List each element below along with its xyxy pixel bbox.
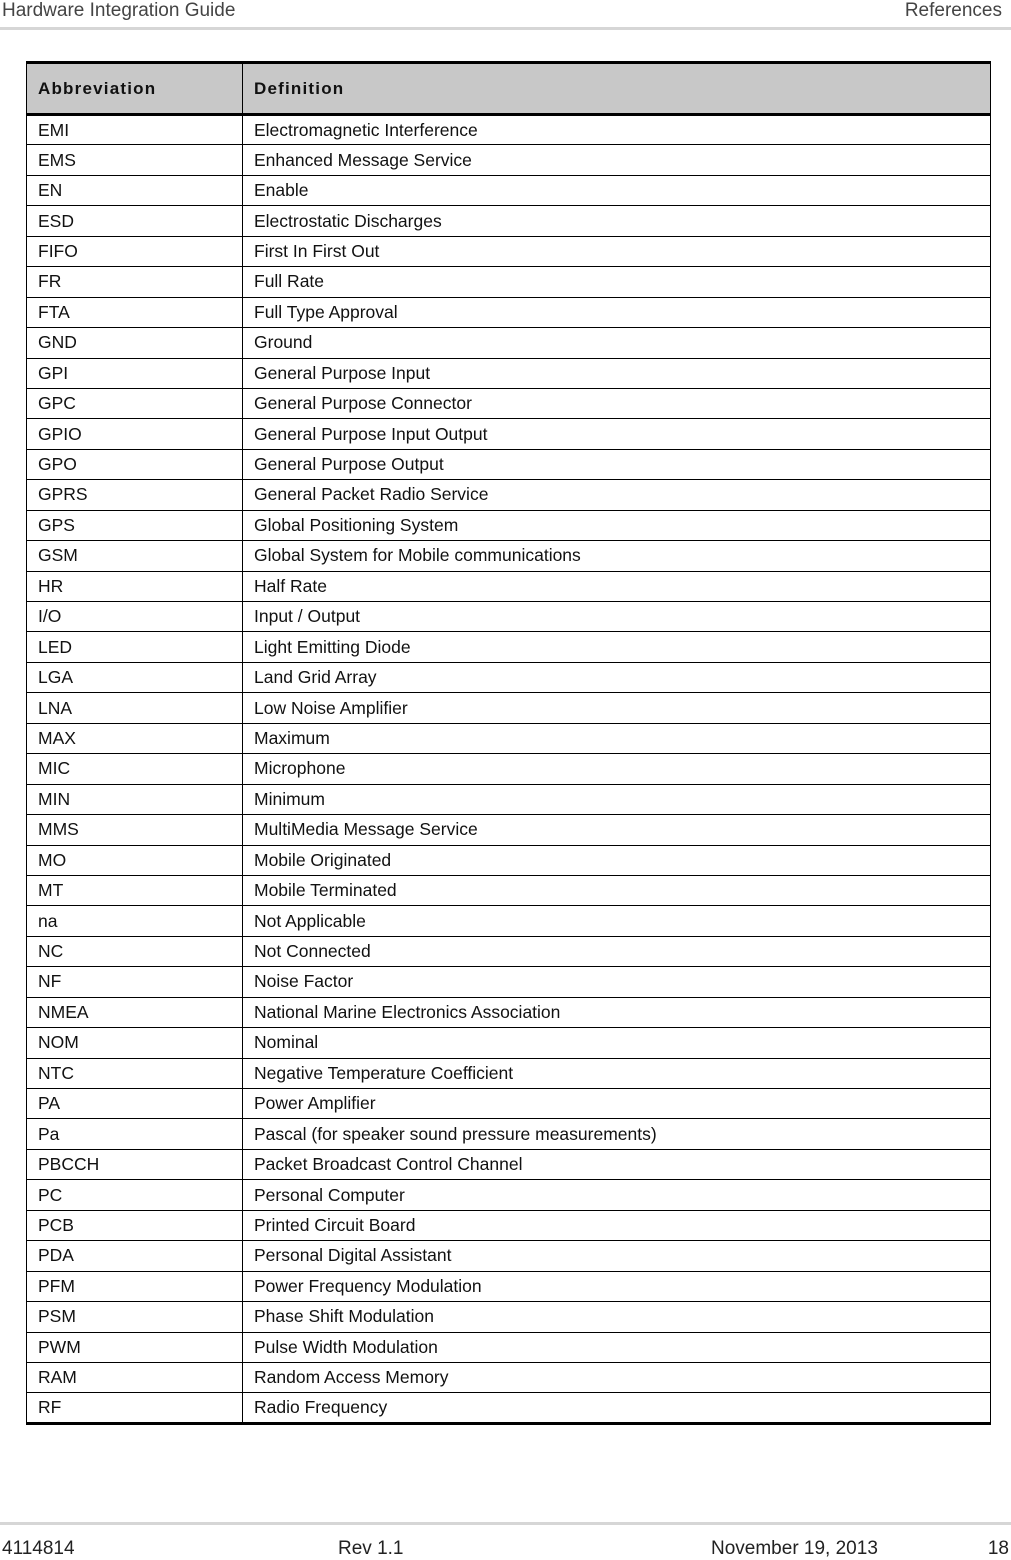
abbreviation-cell: LED (27, 632, 243, 662)
definition-cell: Power Frequency Modulation (243, 1271, 991, 1301)
abbreviation-cell: NMEA (27, 997, 243, 1027)
table-row (27, 236, 991, 266)
definition-cell: Global System for Mobile communications (243, 541, 991, 571)
abbreviation-cell: PCB (27, 1210, 243, 1240)
abbreviation-cell: LNA (27, 693, 243, 723)
abbreviation-cell: NF (27, 967, 243, 997)
table-row (27, 206, 991, 236)
definition-cell: Pascal (for speaker sound pressure measurements) (243, 1119, 991, 1149)
definition-cell: Mobile Originated (243, 845, 991, 875)
definition-cell: Enable (243, 175, 991, 205)
table-row (27, 936, 991, 966)
abbreviation-cell: PA (27, 1089, 243, 1119)
table-header-row (27, 63, 991, 115)
abbreviation-cell: PSM (27, 1302, 243, 1332)
table-row (27, 510, 991, 540)
table-row (27, 541, 991, 571)
table-row (27, 115, 991, 145)
publication-date: November 19, 2013 (711, 1538, 878, 1559)
table-row (27, 1271, 991, 1301)
definition-cell: General Purpose Input Output (243, 419, 991, 449)
abbreviation-cell: MAX (27, 723, 243, 753)
table-row (27, 1149, 991, 1179)
table-row (27, 754, 991, 784)
abbreviation-cell: GPRS (27, 480, 243, 510)
table-row (27, 906, 991, 936)
table-row (27, 571, 991, 601)
definition-cell: Full Type Approval (243, 297, 991, 327)
page-number: 18 (987, 1538, 1009, 1559)
table-row (27, 358, 991, 388)
page-header (0, 0, 1011, 30)
definition-cell: Not Applicable (243, 906, 991, 936)
abbreviation-cell: GPIO (27, 419, 243, 449)
abbreviation-cell: GPI (27, 358, 243, 388)
table-row (27, 875, 991, 905)
abbreviation-cell: MMS (27, 815, 243, 845)
revision: Rev 1.1 (338, 1538, 404, 1559)
table-row (27, 388, 991, 418)
abbreviation-cell: na (27, 906, 243, 936)
definition-cell: Light Emitting Diode (243, 632, 991, 662)
abbreviation-cell: PWM (27, 1332, 243, 1362)
definition-cell: MultiMedia Message Service (243, 815, 991, 845)
table-row (27, 845, 991, 875)
table-row (27, 145, 991, 175)
definition-cell: Personal Computer (243, 1180, 991, 1210)
abbreviation-cell: EN (27, 175, 243, 205)
abbreviation-cell: MO (27, 845, 243, 875)
definition-cell: Minimum (243, 784, 991, 814)
table-row (27, 1089, 991, 1119)
definition-cell: First In First Out (243, 236, 991, 266)
definition-cell: Ground (243, 328, 991, 358)
table-row (27, 1393, 991, 1423)
table-row (27, 1180, 991, 1210)
abbreviation-cell: GND (27, 328, 243, 358)
table-body (27, 115, 991, 1424)
table-row (27, 1332, 991, 1362)
abbreviation-cell: RF (27, 1393, 243, 1423)
table-row (27, 967, 991, 997)
definition-cell: Power Amplifier (243, 1089, 991, 1119)
table-row (27, 267, 991, 297)
abbreviation-cell: NOM (27, 1028, 243, 1058)
abbreviation-cell: MIC (27, 754, 243, 784)
abbreviation-cell: GPC (27, 388, 243, 418)
table-row (27, 632, 991, 662)
definition-cell: Land Grid Array (243, 662, 991, 692)
abbreviation-cell: EMS (27, 145, 243, 175)
definition-cell: Mobile Terminated (243, 875, 991, 905)
abbreviation-cell: GSM (27, 541, 243, 571)
abbreviation-cell: EMI (27, 115, 243, 145)
abbreviation-cell: Pa (27, 1119, 243, 1149)
definition-cell: Input / Output (243, 602, 991, 632)
table-row (27, 449, 991, 479)
definition-cell: Maximum (243, 723, 991, 753)
table-row (27, 297, 991, 327)
definition-cell: Radio Frequency (243, 1393, 991, 1423)
table-row (27, 1302, 991, 1332)
table-row (27, 1210, 991, 1240)
abbreviation-cell: PC (27, 1180, 243, 1210)
abbreviation-cell: MIN (27, 784, 243, 814)
table-row (27, 480, 991, 510)
table-row (27, 1028, 991, 1058)
definition-cell: Half Rate (243, 571, 991, 601)
table-row (27, 815, 991, 845)
abbreviation-cell: NTC (27, 1058, 243, 1088)
table-row (27, 784, 991, 814)
abbreviation-cell: NC (27, 936, 243, 966)
column-header-abbreviation: Abbreviation (27, 63, 243, 115)
definition-cell: Printed Circuit Board (243, 1210, 991, 1240)
table-row (27, 419, 991, 449)
table-row (27, 1058, 991, 1088)
definition-cell: National Marine Electronics Association (243, 997, 991, 1027)
definition-cell: Noise Factor (243, 967, 991, 997)
document-title: Hardware Integration Guide (2, 0, 236, 21)
abbreviation-cell: GPS (27, 510, 243, 540)
definition-cell: General Purpose Connector (243, 388, 991, 418)
definition-cell: Electrostatic Discharges (243, 206, 991, 236)
definition-cell: Negative Temperature Coefficient (243, 1058, 991, 1088)
table-row (27, 175, 991, 205)
definition-cell: Pulse Width Modulation (243, 1332, 991, 1362)
definition-cell: General Packet Radio Service (243, 480, 991, 510)
column-header-definition: Definition (243, 63, 991, 115)
section-title: References (904, 0, 1002, 21)
definition-cell: Electromagnetic Interference (243, 115, 991, 145)
table-row (27, 1362, 991, 1392)
abbreviation-cell: ESD (27, 206, 243, 236)
table-row (27, 723, 991, 753)
definition-cell: Packet Broadcast Control Channel (243, 1149, 991, 1179)
abbreviation-cell: RAM (27, 1362, 243, 1392)
abbreviation-table (26, 61, 991, 1425)
document-number: 4114814 (2, 1538, 75, 1559)
table-row (27, 693, 991, 723)
table-row (27, 662, 991, 692)
abbreviation-cell: FR (27, 267, 243, 297)
abbreviation-cell: LGA (27, 662, 243, 692)
definition-cell: Phase Shift Modulation (243, 1302, 991, 1332)
abbreviation-cell: GPO (27, 449, 243, 479)
definition-cell: Nominal (243, 1028, 991, 1058)
table-row (27, 328, 991, 358)
definition-cell: General Purpose Output (243, 449, 991, 479)
abbreviation-cell: I/O (27, 602, 243, 632)
abbreviation-cell: FIFO (27, 236, 243, 266)
abbreviation-cell: HR (27, 571, 243, 601)
abbreviation-cell: FTA (27, 297, 243, 327)
abbreviation-cell: MT (27, 875, 243, 905)
definition-cell: Low Noise Amplifier (243, 693, 991, 723)
table-row (27, 1241, 991, 1271)
page-footer (0, 1522, 1011, 1559)
table-row (27, 1119, 991, 1149)
definition-cell: Random Access Memory (243, 1362, 991, 1392)
definition-cell: Enhanced Message Service (243, 145, 991, 175)
definition-cell: Global Positioning System (243, 510, 991, 540)
definition-cell: Personal Digital Assistant (243, 1241, 991, 1271)
abbreviation-cell: PFM (27, 1271, 243, 1301)
table-row (27, 997, 991, 1027)
abbreviation-cell: PBCCH (27, 1149, 243, 1179)
definition-cell: Microphone (243, 754, 991, 784)
abbreviation-cell: PDA (27, 1241, 243, 1271)
definition-cell: Not Connected (243, 936, 991, 966)
definition-cell: Full Rate (243, 267, 991, 297)
table-row (27, 602, 991, 632)
definition-cell: General Purpose Input (243, 358, 991, 388)
